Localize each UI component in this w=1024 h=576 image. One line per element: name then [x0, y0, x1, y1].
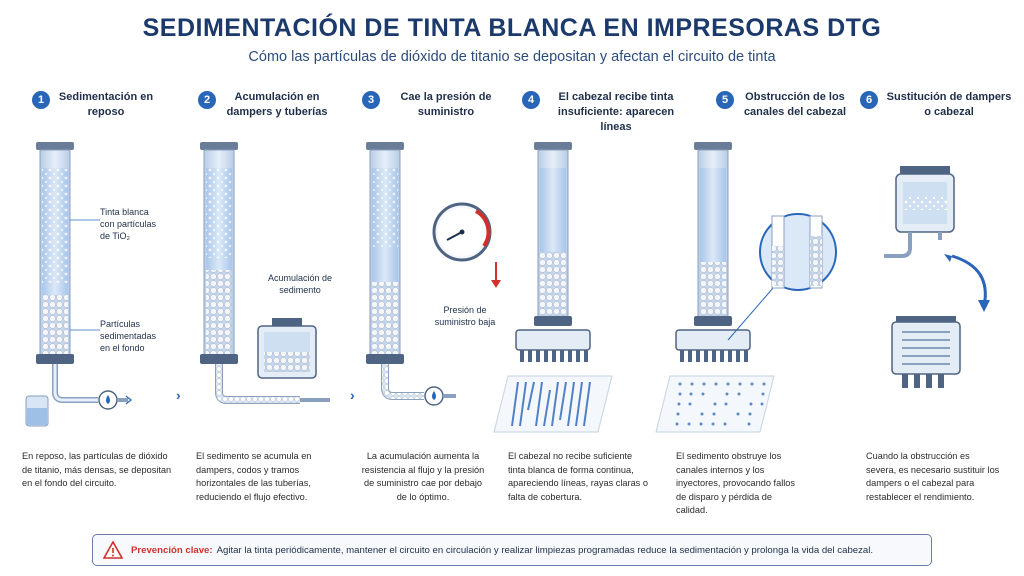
- step-number-badge: 6: [860, 91, 878, 109]
- step-number-badge: 4: [522, 91, 540, 109]
- tube-3: [366, 142, 456, 405]
- warning-icon: [103, 541, 123, 559]
- prevention-text: Agitar la tinta periódicamente, mantener el circuito en circulación y realizar limpiezas programadas reduce la sedimentación y prolonga la vida del cabezal.: [216, 544, 874, 556]
- step-4-description: El cabezal no recibe suficiente tinta blanca de forma continua, apareciendo líneas, rayas claras o falta de cobertura.: [508, 451, 648, 502]
- damper-replacement-icon: [884, 166, 954, 256]
- low-pressure-label: Presión de suministro baja: [434, 305, 496, 327]
- page-title: SEDIMENTACIÓN DE TINTA BLANCA EN IMPRESORAS DTG: [142, 14, 882, 42]
- step-title: Cae la presión de suministro: [400, 91, 492, 118]
- white-ink-label: Tinta blanca con partículas de TiO₂: [100, 207, 157, 241]
- prevention-key: Prevención clave:: [131, 544, 213, 556]
- step-title: El cabezal recibe tinta insuficiente: aparecen líneas: [557, 91, 675, 133]
- step-6-description: Cuando la obstrucción es severa, es necesario sustituir los dampers o el cabezal para restablecer el rendimiento.: [866, 451, 1000, 502]
- step-number-badge: 1: [32, 91, 50, 109]
- step-title: Acumulación en dampers y tuberías: [226, 91, 328, 118]
- printhead-replacement-icon: [892, 316, 960, 388]
- step-2-description: El sedimento se acumula en dampers, codos y tramos horizontales de las tuberías, reduciendo el flujo efectivo.: [196, 451, 312, 502]
- step-number-badge: 2: [198, 91, 216, 109]
- tube-5: [656, 142, 836, 432]
- step-5-description: El sedimento obstruye los canales internos y los inyectores, provocando fallos de disparo y pérdida de calidad.: [676, 451, 795, 515]
- tube-1: [26, 142, 131, 426]
- tube-4: [494, 142, 612, 432]
- chevron-right-icon: ›: [350, 387, 355, 403]
- pressure-gauge-icon: [434, 204, 501, 288]
- chevron-right-icon: ›: [176, 387, 181, 403]
- page-subtitle: Cómo las partículas de dióxido de titanio se depositan y afectan el circuito de tinta: [248, 49, 776, 65]
- refresh-cycle-icon: [944, 254, 990, 312]
- settled-particles-label: Partículas sedimentadas en el fondo: [100, 319, 157, 353]
- step-number-badge: 3: [362, 91, 380, 109]
- tube-2: [200, 142, 330, 400]
- sediment-buildup-label: Acumulación de sedimento: [267, 273, 333, 295]
- prevention-box: [92, 534, 932, 566]
- step-3-description: La acumulación aumenta la resistencia al flujo y la presión de suministro cae por debajo de lo óptimo.: [361, 451, 485, 502]
- step-number-badge: 5: [716, 91, 734, 109]
- step-title: Sustitución de dampers o cabezal: [886, 91, 1012, 118]
- step-title: Sedimentación en reposo: [58, 91, 154, 118]
- step-title: Obstrucción de los canales del cabezal: [743, 91, 847, 118]
- step-1-description: En reposo, las partículas de dióxido de titanio, más densas, se depositan en el fondo del circuito.: [22, 451, 172, 488]
